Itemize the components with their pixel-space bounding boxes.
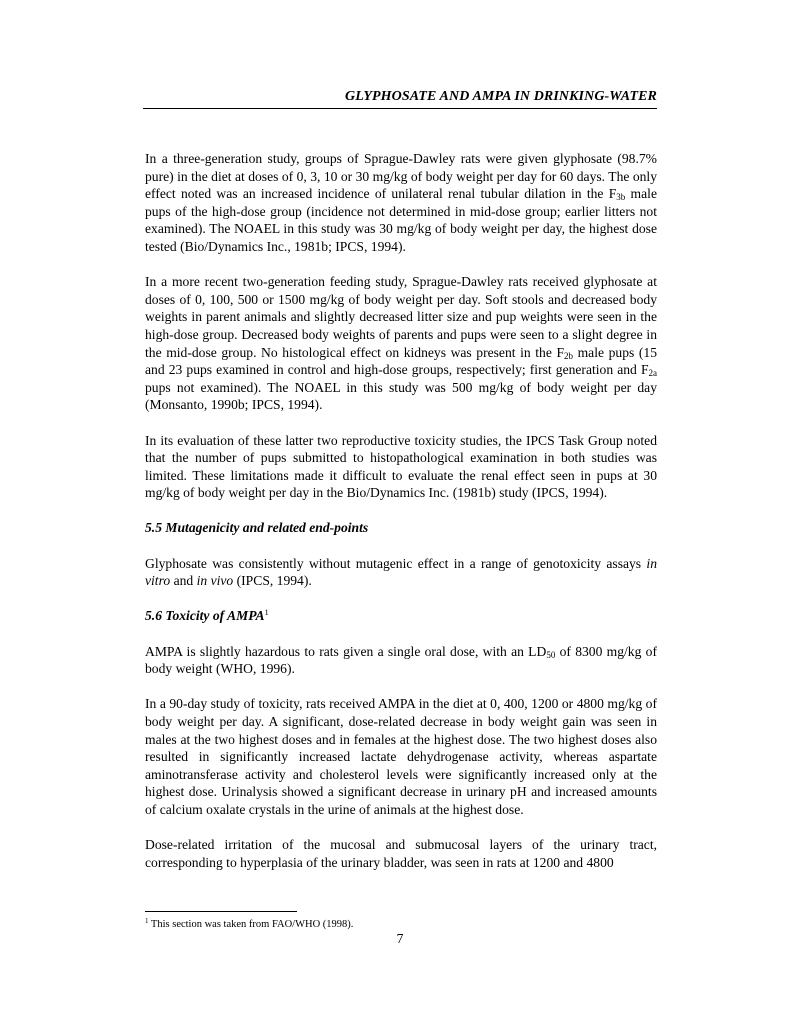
p2-text-a: In a more recent two-generation feeding study, Sprague-Dawley rats received glyphosate at doses of 0, 100, 500 or 1500 mg/kg of body weight per day. Soft stools and decreased body weights in parent animals and slightly decreased litter size and pup weights were seen in the high-dose group. Decreased body weights of parents and pups were seen to a slight degree in the mid-dose group. No histological effect on kidneys was present in the F bbox=[145, 274, 657, 360]
p2-subscript-1: 2b bbox=[564, 350, 574, 361]
footnote-mark: 1 bbox=[145, 917, 149, 925]
p5-text-b: of 8300 mg/kg of body weight (WHO, 1996). bbox=[145, 643, 657, 677]
paragraph-urinary-tract: Dose-related irritation of the mucosal and submucosal layers of the urinary tract, corresponding to hyperplasia of the urinary bladder, was seen in rats at 1200 and 4800 bbox=[145, 837, 657, 870]
p1-subscript: 3b bbox=[616, 192, 626, 203]
p1-text-b: male pups of the high-dose group (incidence not determined in mid-dose group; earlier litters not examined). The NOAEL in this study was 30 mg/kg of body weight per day, the highest dose tested (Bio/Dynamics Inc., 1981b; IPCS, 1994). bbox=[145, 186, 657, 254]
paragraph-ipcs-evaluation: In its evaluation of these latter two reproductive toxicity studies, the IPCS Task Group noted that the number of pups submitted to histopathological examination in both studies was limited. These limitations made it difficult to evaluate the renal effect seen in pups at 30 mg/kg of body weight per day in the Bio/Dynamics Inc. (1981b) study (IPCS, 1994). bbox=[145, 432, 657, 501]
paragraph-90-day-study: In a 90-day study of toxicity, rats received AMPA in the diet at 0, 400, 1200 or 4800 mg/kg of body weight per day. A significant, dose-related decrease in body weight gain was seen in males at the two highest doses and in females at the highest dose. The two highest doses also resulted in significantly increased lactate dehydrogenase activity, whereas aspartate aminotransferase activity and cholesterol levels were significantly increased only at the highest dose. Urinalysis showed a significant decrease in urinary pH and increased amounts of calcium oxalate crystals in the urine of animals at the highest dose. bbox=[145, 696, 657, 817]
paragraph-ampa-ld50 bbox=[145, 643, 657, 678]
section-heading-mutagenicity: 5.5 Mutagenicity and related end-points bbox=[145, 520, 369, 536]
page-number: 7 bbox=[396, 931, 404, 946]
footnote-reference: 1 bbox=[264, 608, 269, 618]
footnote bbox=[145, 918, 545, 931]
paragraph-mutagenicity bbox=[145, 555, 657, 590]
p2-subscript-2: 2a bbox=[648, 368, 657, 379]
p2-text-c: pups not examined). The NOAEL in this study was 500 mg/kg of body weight per day (Monsanto, 1990b; IPCS, 1994). bbox=[145, 379, 657, 413]
paragraph-three-generation-study bbox=[145, 150, 657, 256]
footnote-text: This section was taken from FAO/WHO (1998). bbox=[148, 919, 354, 930]
section-heading-ampa-toxicity bbox=[145, 607, 657, 625]
p2-text-b: male pups (15 and 23 pups examined in control and high-dose groups, respectively; first generation and F bbox=[145, 344, 657, 378]
p4-italic-in-vitro: in vitro bbox=[145, 555, 657, 589]
body-text bbox=[145, 150, 657, 889]
p4-italic-in-vivo: in vivo bbox=[196, 573, 234, 589]
paragraph-two-generation-study bbox=[145, 273, 657, 414]
p4-text-b: and bbox=[170, 573, 197, 589]
p5-subscript: 50 bbox=[546, 649, 556, 660]
p4-text-a: Glyphosate was consistently without mutagenic effect in a range of genotoxicity assays bbox=[145, 555, 647, 571]
footnote-rule bbox=[145, 911, 297, 912]
running-header: GLYPHOSATE AND AMPA IN DRINKING-WATER bbox=[344, 89, 657, 104]
header-rule bbox=[143, 108, 657, 109]
ampa-heading-text: 5.6 Toxicity of AMPA bbox=[145, 608, 265, 624]
p1-text-a: In a three-generation study, groups of Sprague-Dawley rats were given glyphosate (98.7% pure) in the diet at doses of 0, 3, 10 or 30 mg/kg of body weight per day for 60 days. The only effect noted was an increased incidence of unilateral renal tubular dilation in the F bbox=[145, 151, 657, 202]
p5-text-a: AMPA is slightly hazardous to rats given a single oral dose, with an LD bbox=[145, 643, 547, 659]
p4-text-c: (IPCS, 1994). bbox=[233, 573, 312, 589]
